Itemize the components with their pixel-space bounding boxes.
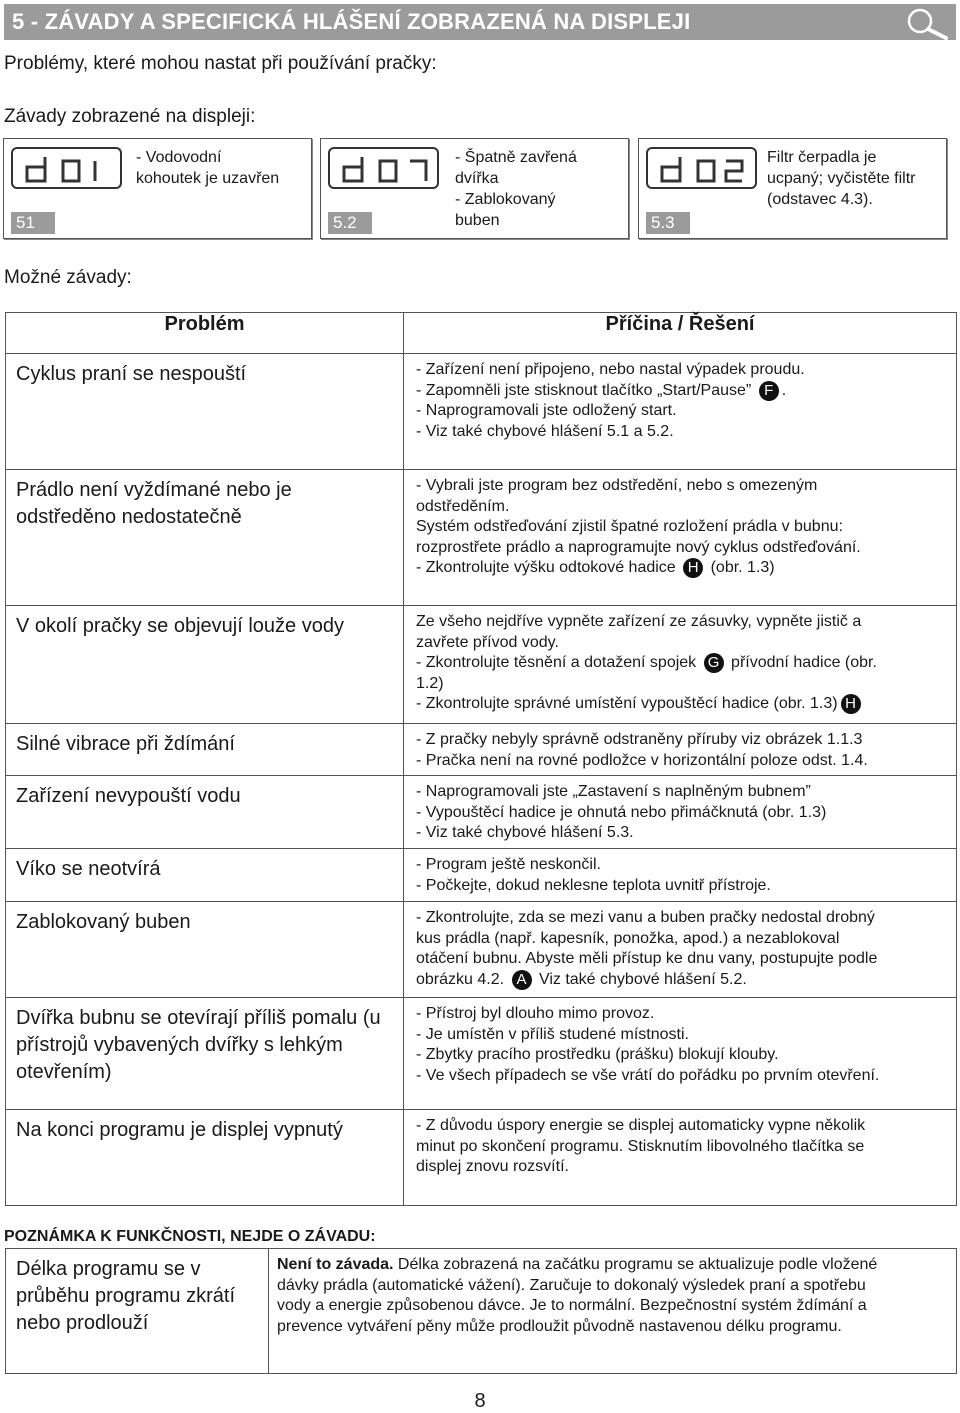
section-header [4, 4, 956, 40]
error-description: Filtr čerpadla je ucpaný; vyčistěte filtr (odstavec 4.3). [767, 149, 916, 208]
table-row [6, 776, 957, 849]
table-row [6, 998, 957, 1110]
problem-cell: Zablokovaný buben [6, 902, 404, 998]
part-a-icon: A [512, 970, 532, 990]
section-title: 5 - ZÁVADY A SPECIFICKÁ HLÁŠENÍ ZOBRAZENÁ NA DISPLEJI [12, 9, 691, 34]
problem-cell: Cyklus praní se nespouští [6, 354, 404, 470]
solution-cell: - Vybrali jste program bez odstředění, nebo s omezeným odstředěním. Systém odstřeďování zjistil špatné rozložení prádla v bubnu: rozprostřete prádlo a naprogramujte nový cyklus odstřeďování. - Zkontrolujte výšku odtokové hadice H (obr. 1.3) [404, 470, 957, 606]
troubleshooting-table [5, 312, 957, 1206]
solution-cell: - Zkontrolujte, zda se mezi vanu a buben pračky nedostal drobný kus prádla (např. kapesník, ponožka, apod.) a nezablokoval otáčení bubnu. Abyste měli přístup ke dnu vany, postupujte podle obrázku 4.2. A Viz také chybové hlášení 5.2. [404, 902, 957, 998]
problem-cell: V okolí pračky se objevují louže vody [6, 606, 404, 724]
magnifier-icon [902, 6, 950, 40]
problem-cell: Silné vibrace při ždímání [6, 724, 404, 776]
solution-cell: - Z důvodu úspory energie se displej automaticky vypne několik minut po skončení programu. Stisknutím libovolného tlačítka se displej znovu rozsvítí. [404, 1110, 957, 1206]
error-number: 5.3 [646, 212, 690, 234]
solution-cell: - Z pračky nebyly správně odstraněny příruby viz obrázek 1.1.3 - Pračka není na rovné podložce v horizontální poloze odst. 1.4. [404, 724, 957, 776]
solution-cell: - Přístroj byl dlouho mimo provoz. - Je umístěn v příliš studené místnosti. - Zbytky pracího prostředku (prášku) blokují klouby. - Ve všech případech se vše vrátí do pořádku po prvním otevření. [404, 998, 957, 1110]
error-description: - Špatně zavřená dvířka - Zablokovaný buben [455, 149, 577, 229]
error-description: - Vodovodní kohoutek je uzavřen [136, 149, 280, 187]
solution-cell: - Zařízení není připojeno, nebo nastal výpadek proudu. - Zapomněli jste stisknout tlačítko „Start/Pause” F . - Naprogramovali jste odložený start. - Viz také chybové hlášení 5.1 a 5.2. [404, 354, 957, 470]
possible-heading: Možné závady: [4, 267, 132, 288]
page-number: 8 [474, 1390, 486, 1412]
table-row [6, 470, 957, 606]
display-heading: Závady zobrazené na displeji: [4, 106, 256, 127]
table-header-row [6, 313, 957, 354]
lcd-code-d07-icon [340, 155, 430, 183]
lcd-display [646, 147, 757, 189]
lcd-code-d01-icon [23, 155, 113, 183]
table-row [6, 849, 957, 902]
table-row [6, 1110, 957, 1206]
part-h-icon: H [683, 558, 703, 578]
part-f-icon: F [759, 381, 779, 401]
table-row [6, 606, 957, 724]
problem-cell: Víko se neotvírá [6, 849, 404, 902]
note-explanation: Není to závada. Délka zobrazená na začátku programu se aktualizuje podle vložené dávky prádla (automatické vážení). Zaručuje to dokonalý výsledek praní a spotřebu vody a energie způsobenou dávce. Je to normální. Bezpečnostní systém ždímání a prevence vytváření pěny může prodloužit původně nastavenou délku programu. [277, 1256, 878, 1335]
error-box-d01 [3, 138, 312, 239]
column-header-problem: Problém [6, 313, 404, 354]
note-title: POZNÁMKA K FUNKČNOSTI, NEJDE O ZÁVADU: [4, 1228, 376, 1245]
error-box-d07 [320, 138, 629, 239]
table-row [6, 724, 957, 776]
error-number: 5.2 [328, 212, 372, 234]
part-g-icon: G [704, 653, 724, 673]
part-h-icon: H [841, 694, 861, 714]
solution-cell: - Program ještě neskončil. - Počkejte, dokud neklesne teplota uvnitř přístroje. [404, 849, 957, 902]
column-header-solution: Příčina / Řešení [404, 313, 957, 354]
note-box [5, 1248, 957, 1374]
solution-cell: - Naprogramovali jste „Zastavení s naplněným bubnem” - Vypouštěcí hadice je ohnutá nebo přimáčknutá (obr. 1.3) - Viz také chybové hlášení 5.3. [404, 776, 957, 849]
table-row [6, 902, 957, 998]
lcd-display [328, 147, 439, 189]
lcd-display [11, 147, 122, 189]
error-number: 51 [11, 212, 55, 234]
lcd-code-d02-icon [658, 155, 748, 183]
problem-cell: Na konci programu je displej vypnutý [6, 1110, 404, 1206]
problem-cell: Prádlo není vyždímané nebo je odstředěno nedostatečně [6, 470, 404, 606]
solution-cell: Ze všeho nejdříve vypněte zařízení ze zásuvky, vypněte jistič a zavřete přívod vody. - Zkontrolujte těsnění a dotažení spojek G přívodní hadice (obr. 1.2) - Zkontrolujte správné umístění vypouštěcí hadice (obr. 1.3) H [404, 606, 957, 724]
problem-cell: Dvířka bubnu se otevírají příliš pomalu (u přístrojů vybavených dvířky s lehkým otevřením) [6, 998, 404, 1110]
note-problem: Délka programu se v průběhu programu zkrátí nebo prodlouží [6, 1249, 269, 1373]
problem-cell: Zařízení nevypouští vodu [6, 776, 404, 849]
error-box-d02 [638, 138, 947, 239]
table-row [6, 354, 957, 470]
intro-text: Problémy, které mohou nastat při používání pračky: [4, 53, 437, 74]
